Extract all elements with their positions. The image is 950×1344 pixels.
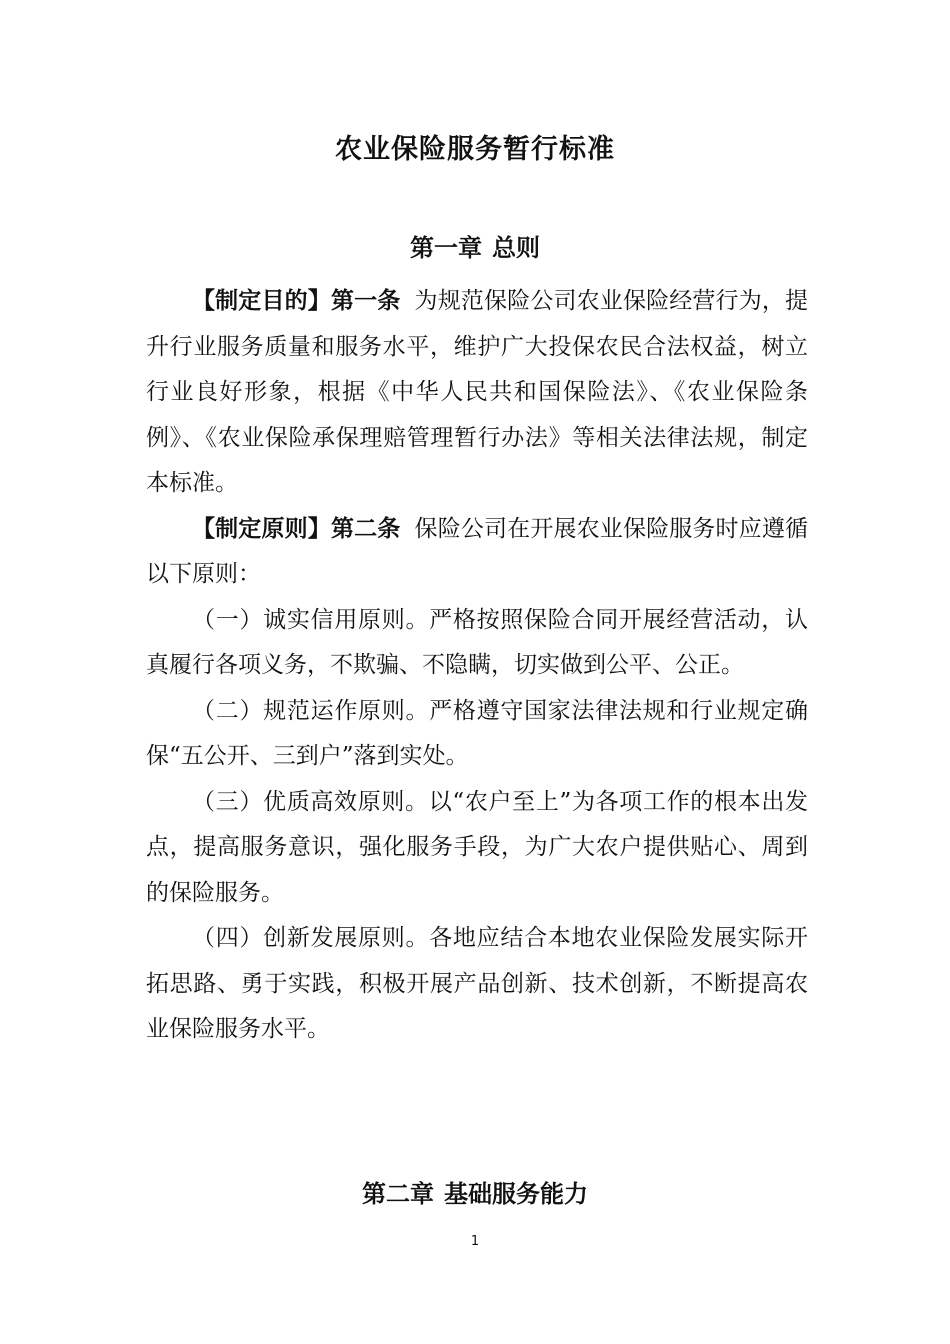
article-text: 保险公司在开展农业保险服务时应遵循以下原则： — [146, 515, 809, 587]
principle-4-paragraph: （四）创新发展原则。各地应结合本地农业保险发展实际开拓思路、勇于实践，积极开展产品创新、技术创新，不断提高农业保险服务水平。 — [146, 925, 808, 1042]
article-tag: 【制定原则】 — [192, 515, 331, 542]
document-title: 农业保险服务暂行标准 — [335, 134, 615, 165]
chapter-heading-1 — [0, 228, 950, 268]
article-number: 第二条 — [330, 515, 401, 542]
article-1-paragraph — [146, 279, 808, 507]
article-text: 为规范保险公司农业保险经营行为，提升行业服务质量和服务水平，维护广大投保农民合法权益，树立行业良好形象，根据《中华人民共和国保险法》、《农业保险条例》、《农业保险承保理赔管理暂行办法》等相关法律法规，制定本标准。 — [146, 288, 809, 496]
article-tag: 【制定目的】 — [192, 288, 331, 314]
chapter-name: 总则 — [492, 234, 540, 262]
chapter-number: 第二章 — [362, 1180, 434, 1208]
chapter-number: 第一章 — [410, 234, 482, 262]
chapter-1-body — [146, 279, 808, 1053]
principle-2-paragraph: （二）规范运作原则。严格遵守国家法律法规和行业规定确保“五公开、三到户”落到实处。 — [146, 697, 808, 769]
chapter-heading-2 — [0, 1174, 950, 1214]
chapter-name: 基础服务能力 — [444, 1180, 588, 1208]
article-2-paragraph — [146, 507, 808, 598]
principle-1-paragraph: （一）诚实信用原则。严格按照保险合同开展经营活动，认真履行各项义务，不欺骗、不隐瞒，切实做到公平、公正。 — [146, 606, 808, 678]
principle-3-paragraph: （三）优质高效原则。以“农户至上”为各项工作的根本出发点，提高服务意识，强化服务手段，为广大农户提供贴心、周到的保险服务。 — [146, 788, 808, 906]
page-number: 1 — [470, 1234, 480, 1249]
article-number: 第一条 — [330, 288, 401, 314]
